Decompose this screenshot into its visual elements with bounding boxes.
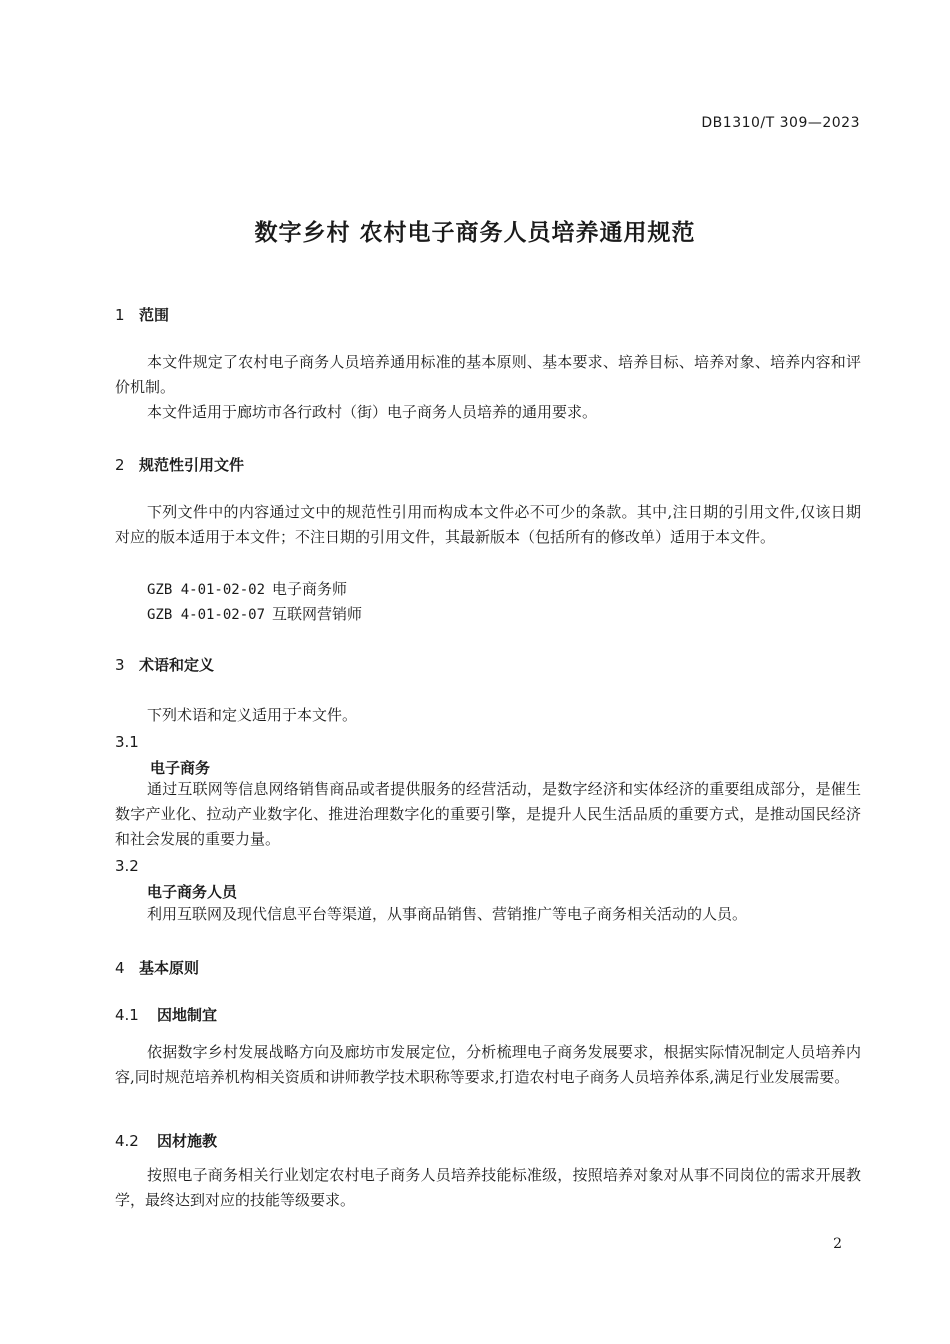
section-number: 2 <box>115 456 125 474</box>
paragraph: 下列文件中的内容通过文中的规范性引用而构成本文件必不可少的条款。其中,注日期的引用文件,仅该日期对应的版本适用于本文件；不注日期的引用文件，其最新版本（包括所有的修改单）适用于本文件。 <box>115 503 861 546</box>
term-name: 电子商务人员 <box>147 883 238 901</box>
paragraph: 本文件规定了农村电子商务人员培养通用标准的基本原则、基本要求、培养目标、培养对象、培养内容和评价机制。 <box>115 353 861 396</box>
paragraph: 本文件适用于廊坊市各行政村（街）电子商务人员培养的通用要求。 <box>147 403 598 421</box>
term-definition: 通过互联网等信息网络销售商品或者提供服务的经营活动，是数字经济和实体经济的重要组成部分，是催生数字产业化、拉动产业数字化、推进治理数字化的重要引擎，是提升人民生活品质的重要方式，是推动国民经济和社会发展的重要力量。 <box>115 780 861 848</box>
section-title: 基本原则 <box>139 959 200 977</box>
section-title: 术语和定义 <box>139 656 215 674</box>
section-heading-terms <box>115 654 214 675</box>
subsection-heading <box>115 1130 217 1151</box>
reference-item <box>147 603 362 624</box>
term-definition: 利用互联网及现代信息平台等渠道，从事商品销售、营销推广等电子商务相关活动的人员。 <box>147 905 748 923</box>
section-heading-scope <box>115 304 169 325</box>
section-heading-principles <box>115 957 199 978</box>
section-number: 3 <box>115 656 125 674</box>
reference-code: GZB 4-01-02-02 <box>147 582 266 598</box>
document-number: DB1310/T 309—2023 <box>701 115 860 131</box>
reference-code: GZB 4-01-02-07 <box>147 607 266 623</box>
term-number: 3.1 <box>115 733 139 751</box>
section-heading-normative-references <box>115 454 244 475</box>
section-number: 4 <box>115 959 125 977</box>
paragraph: 依据数字乡村发展战略方向及廊坊市发展定位，分析梳理电子商务发展要求，根据实际情况制定人员培养内容,同时规范培养机构相关资质和讲师教学技术职称等要求,打造农村电子商务人员培养体系,满足行业发展需要。 <box>115 1043 861 1086</box>
section-number: 1 <box>115 306 125 324</box>
paragraph: 下列术语和定义适用于本文件。 <box>147 706 358 724</box>
subsection-heading <box>115 1004 217 1025</box>
paragraph: 按照电子商务相关行业划定农村电子商务人员培养技能标准级，按照培养对象对从事不同岗位的需求开展教学，最终达到对应的技能等级要求。 <box>115 1166 861 1209</box>
document-title: 数字乡村 农村电子商务人员培养通用规范 <box>254 220 696 246</box>
section-title: 规范性引用文件 <box>139 456 245 474</box>
subsection-number: 4.2 <box>115 1132 139 1150</box>
term-name: 电子商务 <box>150 759 211 777</box>
reference-item <box>147 578 347 599</box>
subsection-number: 4.1 <box>115 1006 139 1024</box>
reference-name: 电子商务师 <box>272 580 348 598</box>
term-number: 3.2 <box>115 857 139 875</box>
reference-name: 互联网营销师 <box>272 605 363 623</box>
section-title: 范围 <box>139 306 170 324</box>
page-number: 2 <box>833 1236 842 1252</box>
subsection-title: 因材施教 <box>157 1132 218 1150</box>
subsection-title: 因地制宜 <box>157 1006 218 1024</box>
